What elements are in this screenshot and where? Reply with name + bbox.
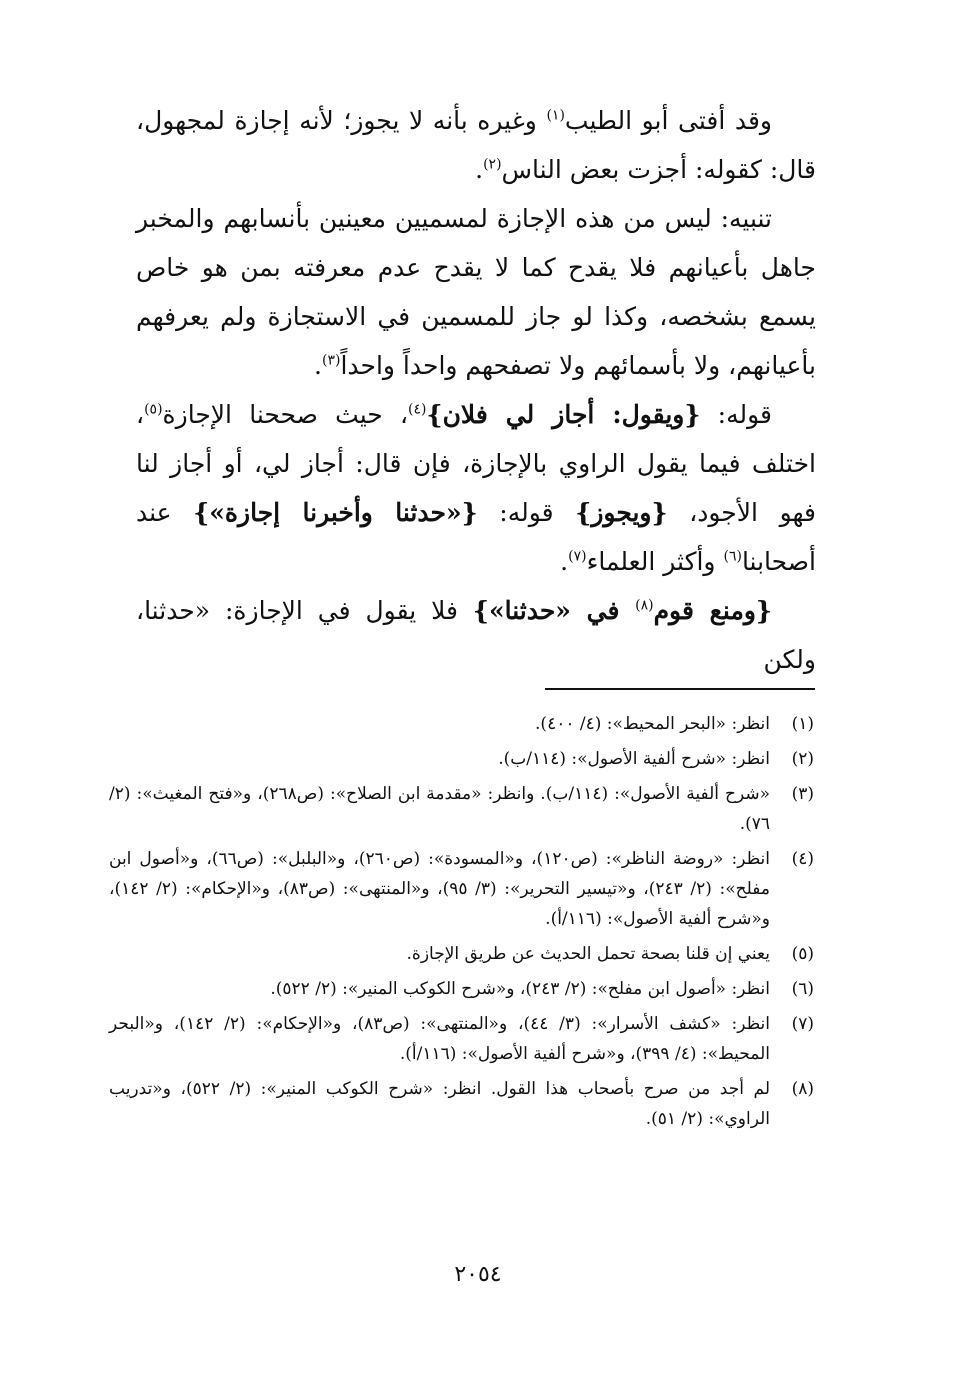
footnote-marker: (٣) (321, 352, 341, 369)
text-run: . (314, 351, 322, 380)
footnote-marker: (٢) (483, 156, 502, 173)
footnote (109, 844, 814, 934)
footnote (109, 779, 814, 839)
footnote-text: انظر: «روضة الناظر»: (ص١٢٠)، و«المسودة»: (ص٢٦٠)، و«البلبل»: (ص٦٦)، و«أصول ابن مفلح»: (٢/ ٢٤٣)، و«تيسير التحرير»: (٣/ ٩٥)، و«المنتهى»: (ص٨٣)، و«الإحكام»: (٢/ ١٤٢)، و«شرح ألفية الأصول»: (١١٦/أ). (109, 849, 770, 929)
footnote-number: (٧) (791, 1014, 814, 1034)
page-number: ٢٠٥٤ (454, 1262, 502, 1287)
footnote (109, 939, 814, 969)
quoted-text: {ويجوز} (575, 498, 668, 527)
footnote-text: «شرح ألفية الأصول»: (١١٤/ب). وانظر: «مقدمة ابن الصلاح»: (ص٢٦٨)، و«فتح المغيث»: (٢/ ٧٦). (109, 784, 770, 834)
footnote (109, 974, 814, 1004)
quoted-text: في «حدثنا»} (472, 596, 636, 625)
footnote-text: انظر: «شرح ألفية الأصول»: (١١٤/ب). (498, 749, 770, 769)
footnote-text: انظر: «أصول ابن مفلح»: (٢/ ٢٤٣)، و«شرح الكوكب المنير»: (٢/ ٥٢٢). (270, 979, 770, 999)
paragraph (136, 96, 816, 194)
text-run: عند أصحابنا (136, 498, 816, 576)
footnote-text: يعني إن قلنا بصحة تحمل الحديث عن طريق الإجازة. (406, 944, 770, 964)
footnote (109, 744, 814, 774)
footnote-number: (٨) (791, 1079, 814, 1099)
footnote-number: (٥) (791, 944, 814, 964)
text-run: ، حيث صححنا الإجازة (162, 400, 409, 429)
footnote-text: لم أجد من صرح بأصحاب هذا القول. انظر: «شرح الكوكب المنير»: (٢/ ٥٢٢)، و«تدريب الراوي»: (٢/ ٥١). (109, 1079, 771, 1129)
text-run: فلا يقول في الإجازة: «حدثنا، ولكن (136, 596, 816, 674)
footnote-marker: (١) (546, 107, 565, 124)
footnote-number: (١) (791, 714, 814, 734)
footnote-number: (٦) (791, 979, 814, 999)
footnote (109, 1009, 814, 1069)
footnote-separator (545, 688, 815, 690)
footnote-number: (٣) (791, 784, 814, 804)
quoted-text: {«حدثنا وأخبرنا إجازة»} (193, 498, 478, 527)
paragraph (136, 390, 816, 586)
footnote-marker: (٤) (408, 401, 427, 418)
text-run: ، اختلف فيما يقول الراوي بالإجازة، فإن قال: أجاز لي، أو أجاز لنا فهو الأجود، (136, 400, 816, 527)
text-run: وقد أفتى أبو الطيب (564, 106, 772, 135)
footnote-marker: (٧) (568, 548, 587, 565)
footnote-text: انظر: «البحر المحيط»: (٤/ ٤٠٠). (535, 714, 770, 734)
footnotes (109, 709, 814, 1139)
text-run: قوله: (700, 400, 772, 429)
paragraph (136, 194, 816, 390)
paragraph (136, 586, 816, 684)
text-run: تنبيه: ليس من هذه الإجازة لمسميين معينين بأنسابهم والمخبر جاهل بأعيانهم فلا يقدح كما لا يقدح عدم معرفته بمن هو خاص يسمع بشخصه، وكذا لو جاز للمسمين في الاستجازة ولم يعرفهم بأعيانهم، ولا بأسمائهم ولا تصفحهم واحداً واحداً (136, 204, 816, 380)
footnote-marker: (٦) (723, 548, 742, 565)
quoted-text: {ومنع قوم (653, 596, 772, 625)
footnote-number: (٢) (791, 749, 814, 769)
footnote-text: انظر: «كشف الأسرار»: (٣/ ٤٤)، و«المنتهى»: (ص٨٣)، و«الإحكام»: (٢/ ١٤٢)، و«البحر المحيط»: (٤/ ٣٩٩)، و«شرح ألفية الأصول»: (١١٦/أ). (109, 1014, 770, 1064)
text-run: وأكثر العلماء (586, 547, 724, 576)
footnote (109, 709, 814, 739)
text-run: وغيره بأنه لا يجوز؛ لأنه إجازة لمجهول، قال: كقوله: أجزت بعض الناس (136, 106, 816, 184)
footnote (109, 1074, 814, 1134)
text-run: . (475, 155, 484, 184)
footnote-marker: (٨) (635, 597, 654, 614)
footnote-marker: (٥) (144, 401, 163, 418)
main-text (136, 96, 816, 684)
text-run: قوله: (477, 498, 576, 527)
footnote-number: (٤) (791, 849, 814, 869)
quoted-text: {ويقول: أجاز لي فلان} (426, 400, 701, 429)
text-run: . (560, 547, 569, 576)
